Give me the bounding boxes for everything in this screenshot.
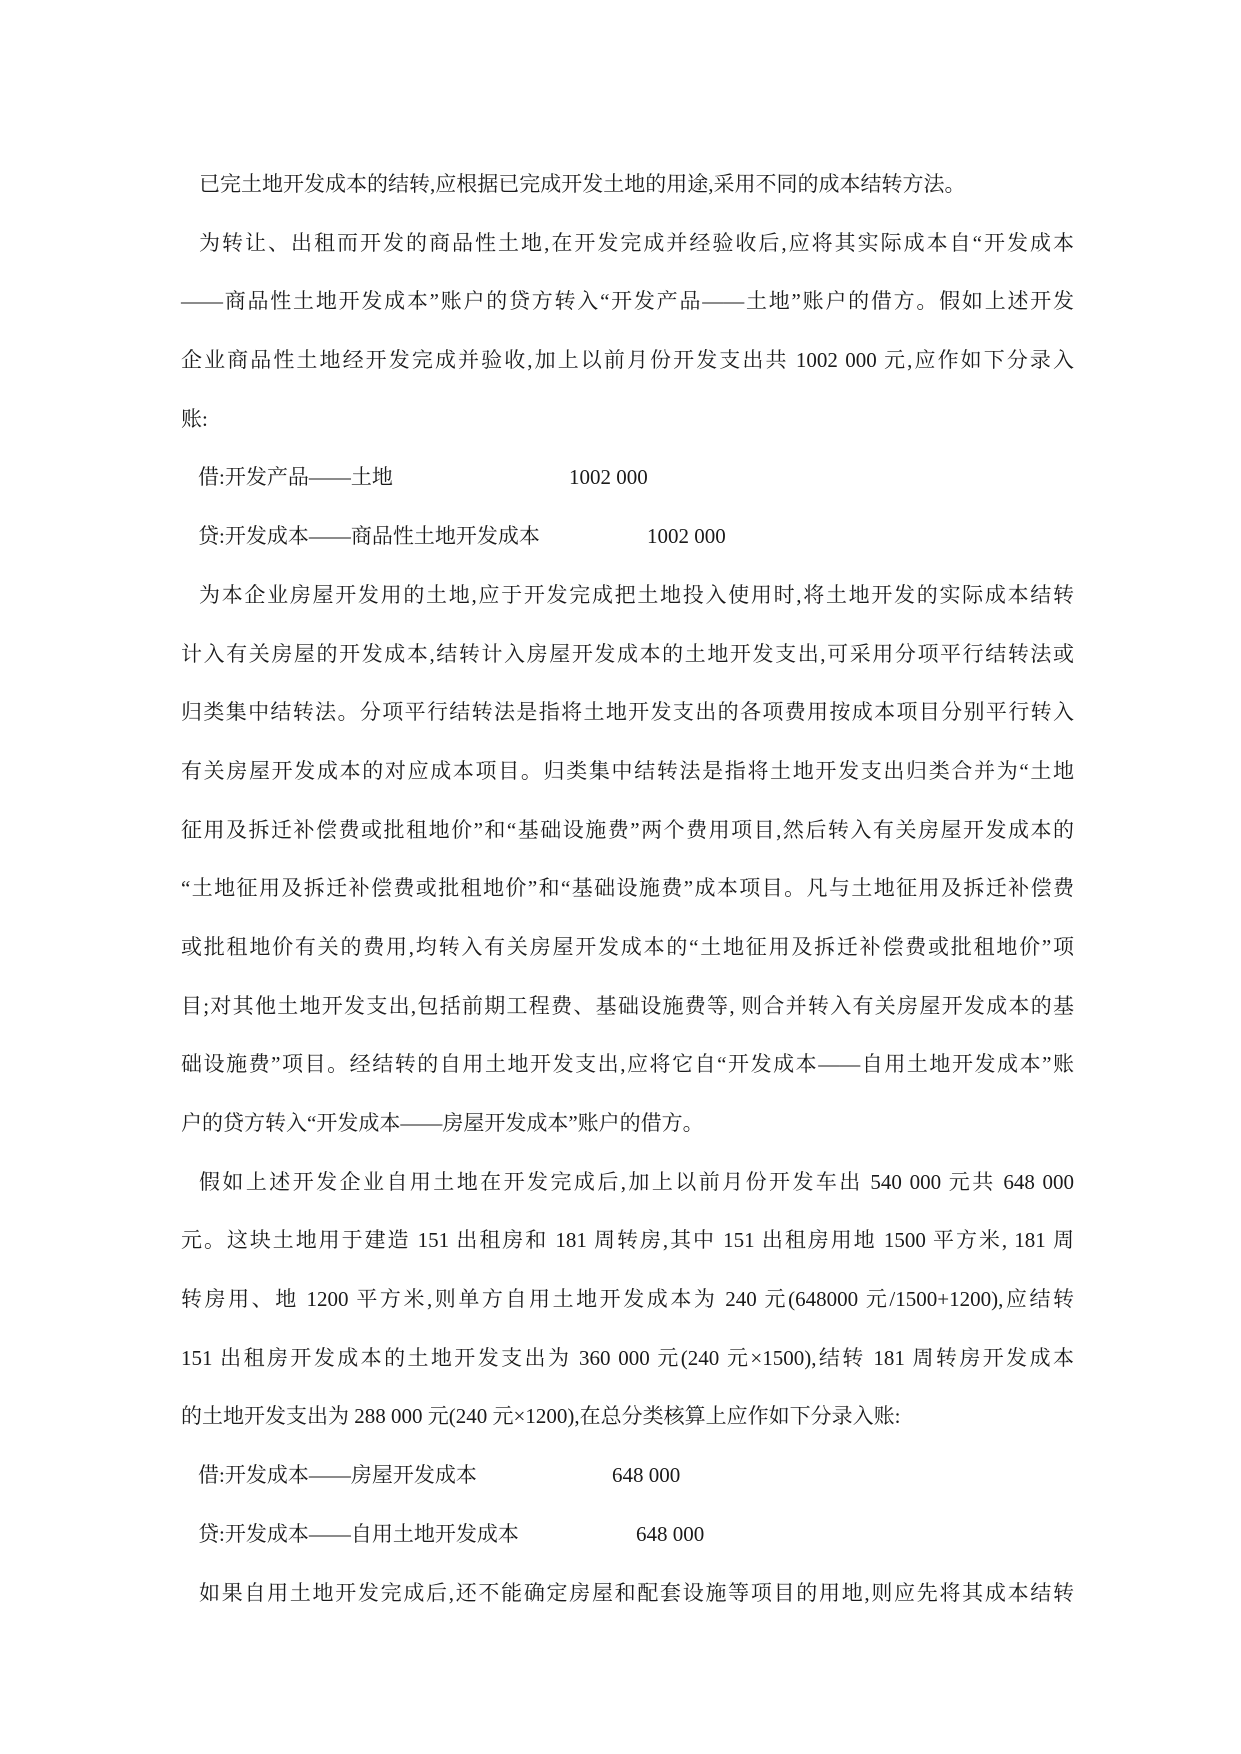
text-line: 户的贷方转入“开发成本——房屋开发成本”账户的借方。	[181, 1111, 704, 1135]
text-line: 151 出租房开发成本的土地开发支出为 360 000 元(240 元×1500),结转 181 周转房开发成本	[181, 1345, 1074, 1370]
journal-entry-credit-2	[181, 1505, 1074, 1564]
journal-amount: 1002 000	[569, 465, 648, 490]
text-line: 目;对其他土地开发支出,包括前期工程费、基础设施费等, 则合并转入有关房屋开发成本的基	[181, 993, 1074, 1018]
text-line: 为本企业房屋开发用的土地,应于开发完成把土地投入使用时,将土地开发的实际成本结转	[199, 582, 1074, 607]
document-body	[181, 155, 1074, 1622]
journal-entry-debit-2	[181, 1446, 1074, 1505]
journal-entry-debit-1	[181, 448, 1074, 507]
text-line: 或批租地价有关的费用,均转入有关房屋开发成本的“土地征用及拆迁补偿费或批租地价”项	[181, 934, 1074, 959]
text-line: 有关房屋开发成本的对应成本项目。归类集中结转法是指将土地开发支出归类合并为“土地	[181, 758, 1074, 783]
journal-amount: 1002 000	[647, 524, 726, 549]
text-line: 账:	[181, 406, 208, 431]
journal-account-label: 借:开发产品——土地	[198, 465, 393, 490]
text-line: 征用及拆迁补偿费或批租地价”和“基础设施费”两个费用项目,然后转入有关房屋开发成本的	[181, 817, 1074, 842]
text-line: ——商品性土地开发成本”账户的贷方转入“开发产品——土地”账户的借方。假如上述开发	[181, 289, 1074, 314]
journal-amount: 648 000	[636, 1521, 705, 1546]
text-line: 归类集中结转法。分项平行结转法是指将土地开发支出的各项费用按成本项目分别平行转入	[181, 700, 1074, 725]
text-line: 计入有关房屋的开发成本,结转计入房屋开发成本的土地开发支出,可采用分项平行结转法或	[181, 641, 1074, 666]
journal-account-label: 借:开发成本——房屋开发成本	[198, 1463, 477, 1488]
journal-entry-credit-1	[181, 507, 1074, 566]
text-line: 转房用、地 1200 平方米,则单方自用土地开发成本为 240 元(648000 元/1500+1200),应结转	[181, 1287, 1074, 1312]
text-line: 础设施费”项目。经结转的自用土地开发支出,应将它自“开发成本——自用土地开发成本”账	[181, 1052, 1074, 1077]
journal-account-label: 贷:开发成本——自用土地开发成本	[198, 1521, 519, 1546]
text-line: “土地征用及拆迁补偿费或批租地价”和“基础设施费”成本项目。凡与土地征用及拆迁补偿费	[181, 876, 1074, 901]
journal-amount: 648 000	[612, 1463, 681, 1488]
text-line: 已完土地开发成本的结转,应根据已完成开发土地的用途,采用不同的成本结转方法。	[199, 172, 966, 196]
text-line: 元。这块土地用于建造 151 出租房和 181 周转房,其中 151 出租房用地 1500 平方米, 181 周	[181, 1228, 1074, 1253]
text-line: 假如上述开发企业自用土地在开发完成后,加上以前月份开发车出 540 000 元共 648 000	[199, 1169, 1074, 1194]
journal-account-label: 贷:开发成本——商品性土地开发成本	[198, 524, 540, 549]
text-line: 的土地开发支出为 288 000 元(240 元×1200),在总分类核算上应作如下分录入账:	[181, 1404, 901, 1429]
text-line: 企业商品性土地经开发完成并验收,加上以前月份开发支出共 1002 000 元,应作如下分录入	[181, 348, 1074, 373]
text-line: 如果自用土地开发完成后,还不能确定房屋和配套设施等项目的用地,则应先将其成本结转	[199, 1580, 1074, 1605]
text-line: 为转让、出租而开发的商品性土地,在开发完成并经验收后,应将其实际成本自“开发成本	[199, 230, 1074, 255]
